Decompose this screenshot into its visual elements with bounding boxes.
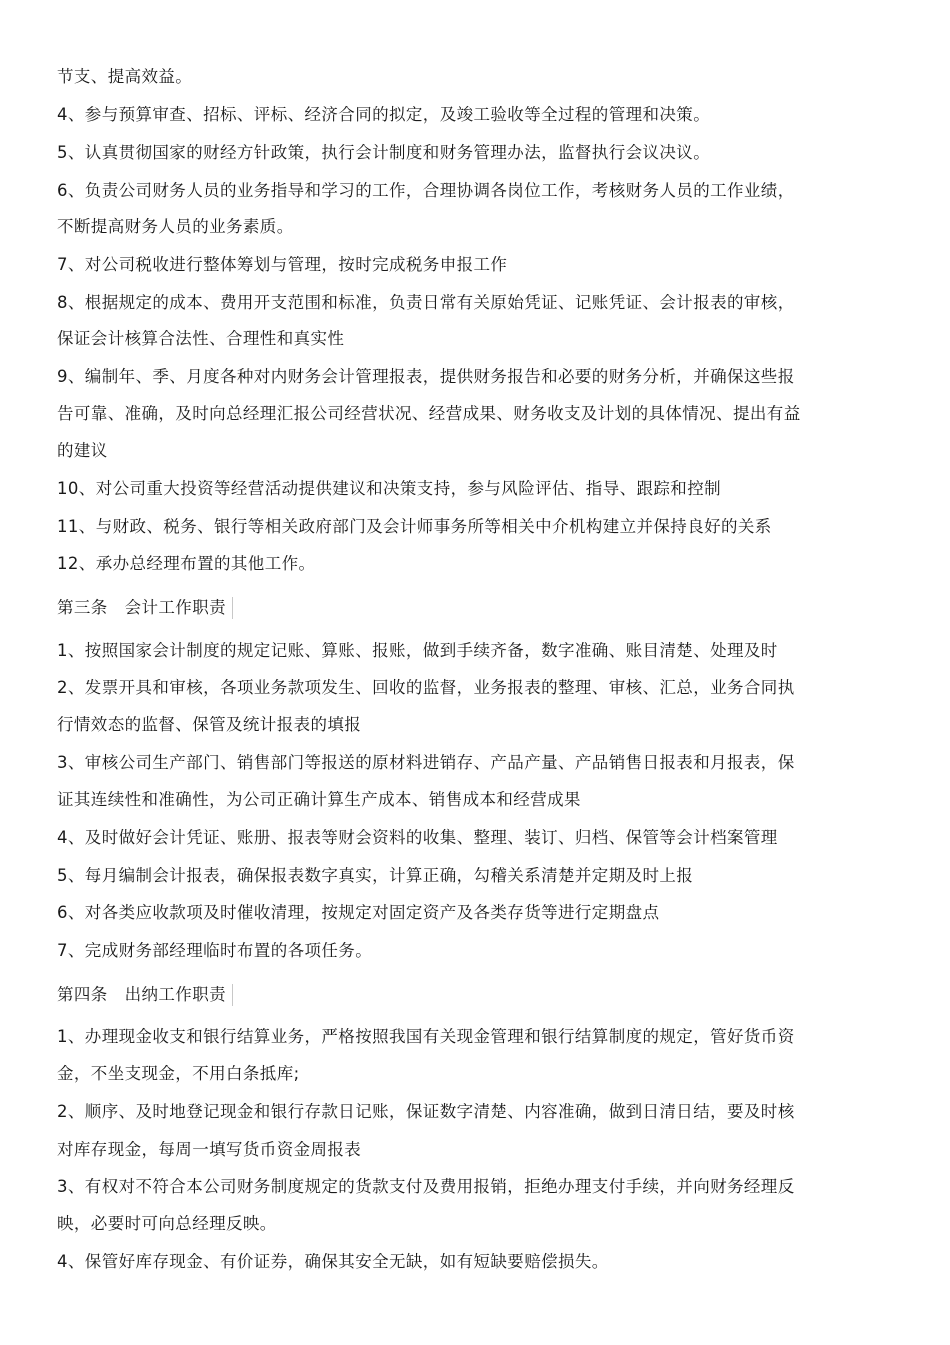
text-line: 7、对公司税收进行整体筹划与管理，按时完成税务申报工作	[57, 255, 508, 274]
text-line: 4、保管好库存现金、有价证券，确保其安全无缺，如有短缺要赔偿损失。	[57, 1252, 609, 1271]
text-line: 7、完成财务部经理临时布置的各项任务。	[57, 941, 373, 960]
text-line: 10、对公司重大投资等经营活动提供建议和决策支持，参与风险评估、指导、跟踪和控制	[57, 479, 721, 498]
text-line: 告可靠、准确，及时向总经理汇报公司经营状况、经营成果、财务收支及计划的具体情况、提出有益	[57, 404, 801, 423]
text-line: 5、认真贯彻国家的财经方针政策，执行会计制度和财务管理办法，监督执行会议决议。	[57, 143, 711, 162]
text-line: 6、负责公司财务人员的业务指导和学习的工作，合理协调各岗位工作，考核财务人员的工作业绩，	[57, 181, 795, 200]
text-line: 5、每月编制会计报表，确保报表数字真实，计算正确，勾稽关系清楚并定期及时上报	[57, 866, 694, 885]
text-line: 1、办理现金收支和银行结算业务，严格按照我国有关现金管理和银行结算制度的规定，管好货币资	[57, 1027, 795, 1046]
text-line: 2、顺序、及时地登记现金和银行存款日记账，保证数字清楚、内容准确，做到日清日结，要及时核	[57, 1102, 795, 1121]
text-line: 8、根据规定的成本、费用开支范围和标准，负责日常有关原始凭证、记账凭证、会计报表的审核，	[57, 293, 795, 312]
text-line: 2、发票开具和审核，各项业务款项发生、回收的监督，业务报表的整理、审核、汇总，业务合同执	[57, 678, 795, 697]
text-line: 对库存现金，每周一填写货币资金周报表	[57, 1140, 362, 1159]
text-line: 11、与财政、税务、银行等相关政府部门及会计师事务所等相关中介机构建立并保持良好的关系	[57, 517, 772, 536]
text-line: 不断提高财务人员的业务素质。	[57, 217, 294, 236]
text-line: 映，必要时可向总经理反映。	[57, 1214, 277, 1233]
text-line: 1、按照国家会计制度的规定记账、算账、报账，做到手续齐备，数字准确、账目清楚、处理及时	[57, 641, 778, 660]
text-line: 保证会计核算合法性、合理性和真实性	[57, 329, 345, 348]
text-line: 12、承办总经理布置的其他工作。	[57, 554, 316, 573]
text-line: 4、参与预算审查、招标、评标、经济合同的拟定，及竣工验收等全过程的管理和决策。	[57, 105, 711, 124]
text-line: 金，不坐支现金，不用白条抵库;	[57, 1064, 300, 1083]
text-line: 3、审核公司生产部门、销售部门等报送的原材料进销存、产品产量、产品销售日报表和月报表，保	[57, 753, 795, 772]
text-line: 6、对各类应收款项及时催收清理，按规定对固定资产及各类存货等进行定期盘点	[57, 903, 660, 922]
text-line: 3、有权对不符合本公司财务制度规定的货款支付及费用报销，拒绝办理支付手续，并向财务经理反	[57, 1177, 795, 1196]
text-line: 4、及时做好会计凭证、账册、报表等财会资料的收集、整理、装订、归档、保管等会计档案管理	[57, 828, 778, 847]
text-line: 行情效态的监督、保管及统计报表的填报	[57, 715, 362, 734]
section-heading: 第四条 出纳工作职责	[57, 984, 233, 1006]
text-line: 节支、提高效益。	[57, 67, 193, 86]
section-heading: 第三条 会计工作职责	[57, 597, 233, 619]
text-line: 证其连续性和准确性，为公司正确计算生产成本、销售成本和经营成果	[57, 790, 581, 809]
text-line: 的建议	[57, 441, 108, 460]
text-line: 9、编制年、季、月度各种对内财务会计管理报表，提供财务报告和必要的财务分析，并确保这些报	[57, 367, 795, 386]
